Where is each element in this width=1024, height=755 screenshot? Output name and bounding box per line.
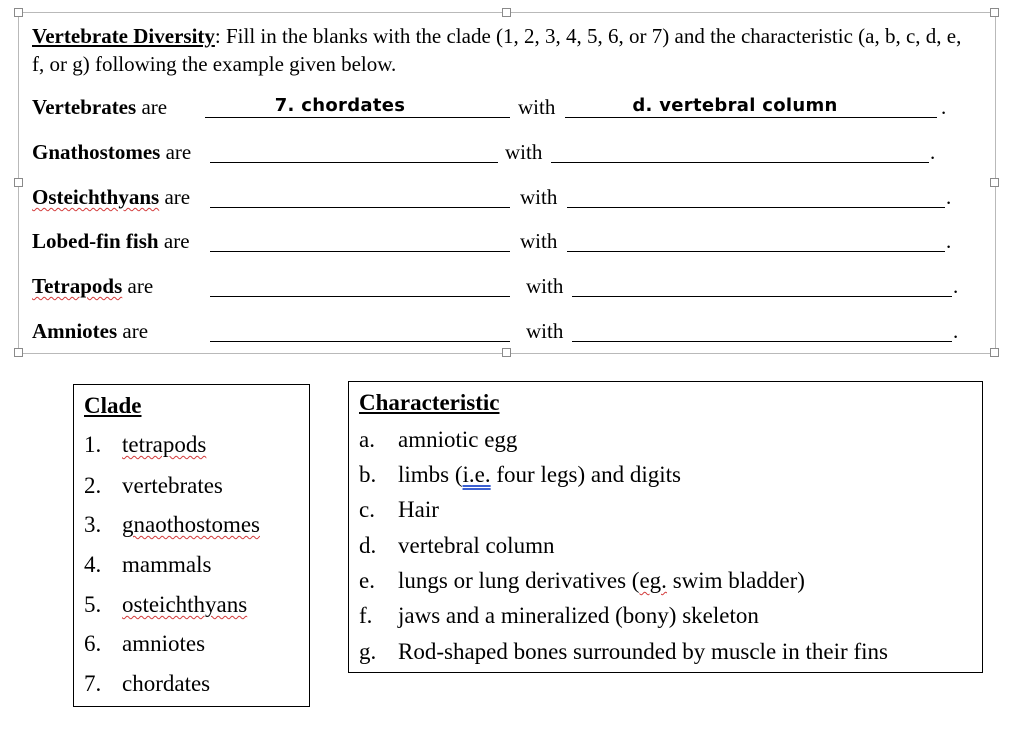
group-name: Tetrapods — [32, 274, 123, 298]
group-name: Vertebrates — [32, 95, 137, 119]
group-name: Amniotes — [32, 319, 118, 343]
characteristic-blank[interactable] — [572, 296, 952, 297]
instructions — [32, 22, 972, 78]
resize-handle-top-center[interactable] — [502, 8, 511, 17]
clade-box-title: Clade — [84, 393, 142, 418]
clade-blank[interactable] — [210, 296, 510, 297]
characteristic-item: b. limbs (i.e. four legs) and digits — [359, 462, 681, 487]
fill-row-lobed-fin-fish: Lobed-fin fish are with . — [32, 229, 952, 253]
characteristic-blank[interactable] — [567, 207, 945, 208]
clade-item: 6. amniotes — [84, 631, 206, 656]
characteristic-item: e. lungs or lung derivatives (eg. swim bladder) — [359, 568, 805, 593]
fill-row-tetrapods: Tetrapods are with . — [32, 274, 959, 298]
instructions-text: : Fill in the blanks with the clade (1, 2, 3, 4, 5, 6, or 7) and the characteristic (a, b, c, d, e, f, or g) following the example given below. — [32, 24, 962, 76]
group-name: Osteichthyans — [32, 185, 160, 209]
clade-item: 1. tetrapods — [84, 432, 207, 457]
resize-handle-bottom-right[interactable] — [990, 348, 999, 357]
characteristic-item: d. vertebral column — [359, 533, 555, 558]
group-name: Lobed-fin fish — [32, 229, 159, 253]
characteristic-blank[interactable] — [551, 162, 929, 163]
group-name: Gnathostomes — [32, 140, 161, 164]
resize-handle-bottom-center[interactable] — [502, 348, 511, 357]
fill-row-vertebrates: Vertebrates are 7. chordates with d. vertebral column . — [32, 95, 947, 119]
clade-item: 2. vertebrates — [84, 473, 223, 498]
characteristic-item: a. amniotic egg — [359, 427, 518, 452]
characteristic-item: c. Hair — [359, 497, 439, 522]
clade-blank[interactable] — [210, 251, 510, 252]
clade-item: 7. chordates — [84, 671, 211, 696]
characteristic-item: g. Rod-shaped bones surrounded by muscle in their fins — [359, 639, 888, 664]
resize-handle-top-left[interactable] — [14, 8, 23, 17]
clade-blank[interactable] — [210, 207, 510, 208]
characteristic-blank[interactable] — [567, 251, 945, 252]
characteristic-answer: d. vertebral column — [632, 95, 838, 116]
instructions-title: Vertebrate Diversity — [32, 24, 215, 48]
clade-item: 5. osteichthyans — [84, 592, 248, 617]
clade-answer: 7. chordates — [274, 95, 406, 116]
fill-row-osteichthyans: Osteichthyans are with . — [32, 185, 952, 209]
clade-blank[interactable] — [210, 162, 498, 163]
clade-blank[interactable] — [205, 117, 510, 118]
clade-blank[interactable] — [210, 341, 510, 342]
characteristic-blank[interactable] — [572, 341, 952, 342]
fill-row-amniotes: Amniotes are with . — [32, 319, 959, 343]
resize-handle-top-right[interactable] — [990, 8, 999, 17]
clade-box — [73, 384, 310, 707]
characteristic-item: f. jaws and a mineralized (bony) skeleton — [359, 603, 759, 628]
characteristic-box — [348, 381, 983, 673]
characteristic-blank[interactable] — [565, 117, 937, 118]
clade-item: 4. mammals — [84, 552, 212, 577]
characteristic-box-title: Characteristic — [359, 390, 500, 415]
resize-handle-bottom-left[interactable] — [14, 348, 23, 357]
clade-item: 3. gnaothostomes — [84, 512, 260, 537]
fill-row-gnathostomes: Gnathostomes are with . — [32, 140, 936, 164]
